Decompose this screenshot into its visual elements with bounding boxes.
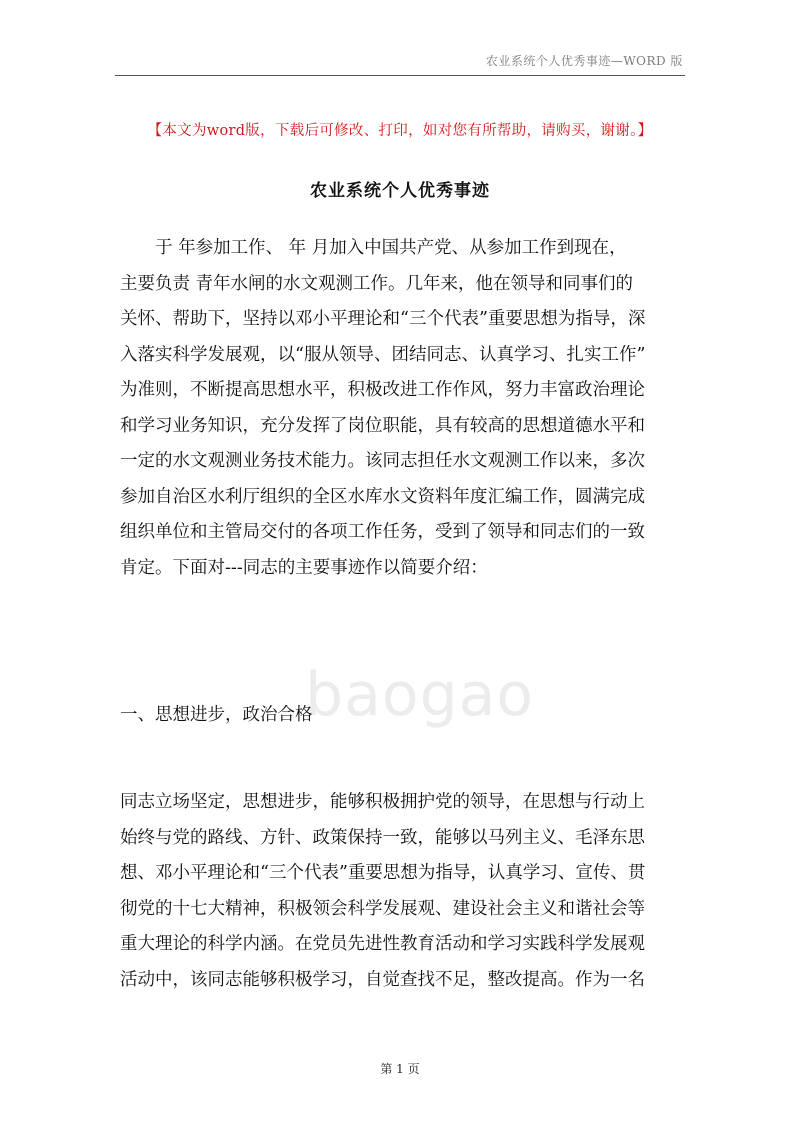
text-line: 主要负责 青年水闸的水文观测工作。几年来，他在领导和同事们的 [120,273,634,294]
text-line: 关怀、帮助下，坚持以邓小平理论和“三个代表”重要思想为指导，深 [120,309,646,329]
text-line: 彻党的十七大精神，积极领会科学发展观、建设社会主义和谐社会等 [120,898,645,919]
text-line: 于 年参加工作、 年 月加入中国共产党、从参加工作到现在， [155,238,627,258]
body-paragraph [120,785,685,998]
text-line: 想、邓小平理论和“三个代表”重要思想为指导，认真学习、宣传、贯 [120,863,646,883]
text-line: 入落实科学发展观，以“服从领导、团结同志、认真学习、扎实工作” [120,344,646,365]
text-line: 组织单位和主管局交付的各项工作任务，受到了领导和同志们的一致 [120,522,645,542]
text-line: 肯定。下面对---同志的主要事迹作以简要介绍： [120,557,488,578]
text-line: 为准则，不断提高思想水平，积极改进工作作风，努力丰富政治理论 [120,380,645,400]
header-divider [115,75,685,76]
text-line: 始终与党的路线、方针、政策保持一致，能够以马列主义、毛泽东思 [120,827,645,848]
text-line: 重大理论的科学内涵。在党员先进性教育活动和学习实践科学发展观 [120,934,645,954]
purchase-notice: 【本文为word版，下载后可修改、打印，如对您有所帮助，请购买，谢谢。】 [147,123,653,139]
page-number: 第 1 页 [380,1062,420,1076]
text-line: 参加自治区水利厅组织的全区水库水文资料年度汇编工作，圆满完成 [120,486,645,507]
text-line: 一定的水文观测业务技术能力。该同志担任水文观测工作以来，多次 [120,451,645,471]
text-line: 活动中，该同志能够积极学习，自觉查找不足，整改提高。作为一名 [120,969,645,990]
section-heading: 一、思想进步，政治合格 [120,705,313,725]
text-line: 同志立场坚定，思想进步，能够积极拥护党的领导，在思想与行动上 [120,792,645,812]
document-title: 农业系统个人优秀事迹 [310,181,490,201]
intro-paragraph [120,231,685,586]
text-line: 和学习业务知识，充分发挥了岗位职能，具有较高的思想道德水平和 [120,415,645,436]
running-header: 农业系统个人优秀事迹—WORD 版 [485,54,683,68]
watermark: baogao [305,660,535,730]
